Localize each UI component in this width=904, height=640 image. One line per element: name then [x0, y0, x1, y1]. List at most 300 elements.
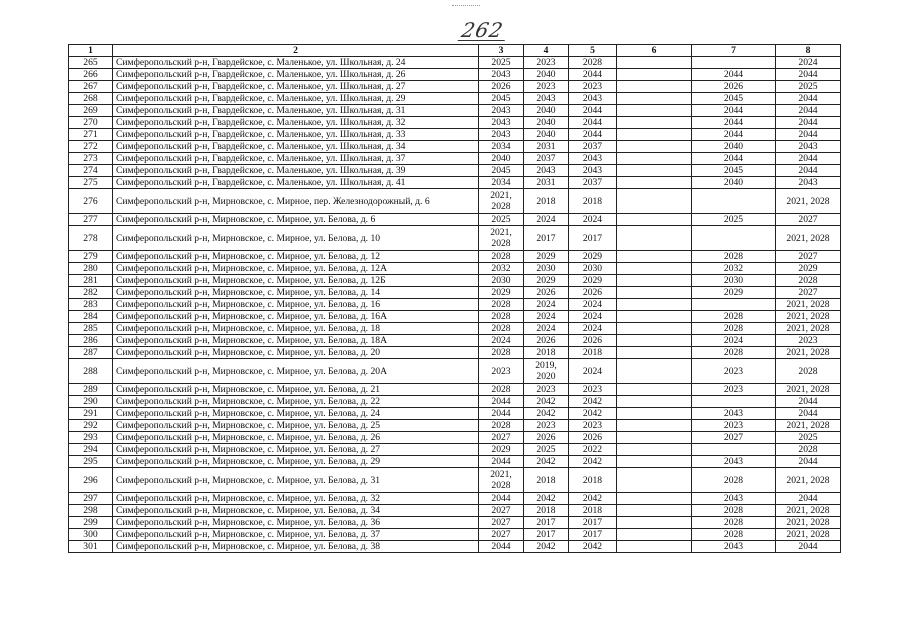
year-cell: 2023 [692, 420, 776, 432]
row-number-cell: 294 [69, 444, 113, 456]
year-cell: 2043 [569, 93, 617, 105]
year-cell: 2043 [776, 141, 841, 153]
year-cell: 2040 [524, 69, 569, 81]
address-cell: Симферопольский р-н, Мирновское, с. Мирное, ул. Белова, д. 29 [113, 456, 479, 468]
year-cell [617, 408, 692, 420]
address-cell: Симферопольский р-н, Мирновское, с. Мирное, ул. Белова, д. 37 [113, 529, 479, 541]
row-number-cell: 265 [69, 57, 113, 69]
year-cell: 2030 [692, 275, 776, 287]
year-cell: 2044 [776, 69, 841, 81]
address-cell: Симферопольский р-н, Мирновское, с. Мирное, ул. Белова, д. 36 [113, 517, 479, 529]
year-cell: 2026 [524, 287, 569, 299]
address-cell: Симферопольский р-н, Мирновское, с. Мирное, ул. Белова, д. 12Б [113, 275, 479, 287]
year-cell: 2025 [479, 214, 524, 226]
address-cell: Симферопольский р-н, Мирновское, с. Мирное, ул. Белова, д. 22 [113, 396, 479, 408]
address-cell: Симферопольский р-н, Мирновское, с. Мирное, ул. Белова, д. 31 [113, 468, 479, 493]
year-cell: 2021, 2028 [776, 505, 841, 517]
year-cell: 2027 [479, 432, 524, 444]
table-row [69, 226, 841, 251]
year-cell: 2021, 2028 [776, 226, 841, 251]
table-row [69, 335, 841, 347]
year-cell: 2024 [776, 57, 841, 69]
year-cell: 2021, 2028 [479, 226, 524, 251]
year-cell: 2025 [479, 57, 524, 69]
year-cell: 2017 [569, 529, 617, 541]
row-number-cell: 274 [69, 165, 113, 177]
row-number-cell: 295 [69, 456, 113, 468]
year-cell [617, 93, 692, 105]
table-row [69, 529, 841, 541]
row-number-cell: 266 [69, 69, 113, 81]
year-cell: 2024 [569, 214, 617, 226]
year-cell: 2027 [479, 517, 524, 529]
year-cell: 2030 [569, 263, 617, 275]
row-number-cell: 288 [69, 359, 113, 384]
year-cell: 2029 [569, 251, 617, 263]
year-cell: 2028 [692, 517, 776, 529]
column-header: 2 [113, 45, 479, 57]
year-cell [617, 359, 692, 384]
year-cell: 2043 [776, 177, 841, 189]
year-cell: 2018 [569, 189, 617, 214]
row-number-cell: 284 [69, 311, 113, 323]
table-row [69, 141, 841, 153]
year-cell: 2032 [479, 263, 524, 275]
year-cell [617, 493, 692, 505]
year-cell: 2044 [776, 408, 841, 420]
year-cell: 2043 [692, 456, 776, 468]
year-cell: 2023 [524, 384, 569, 396]
year-cell: 2017 [569, 517, 617, 529]
year-cell: 2026 [569, 432, 617, 444]
row-number-cell: 281 [69, 275, 113, 287]
year-cell: 2042 [569, 541, 617, 553]
address-cell: Симферопольский р-н, Мирновское, с. Мирное, ул. Белова, д. 20А [113, 359, 479, 384]
year-cell: 2032 [692, 263, 776, 275]
year-cell [617, 189, 692, 214]
year-cell: 2028 [479, 299, 524, 311]
address-cell: Симферопольский р-н, Гвардейское, с. Маленькое, ул. Школьная, д. 41 [113, 177, 479, 189]
table-row [69, 396, 841, 408]
table-row [69, 105, 841, 117]
year-cell: 2042 [524, 396, 569, 408]
year-cell [692, 57, 776, 69]
address-cell: Симферопольский р-н, Мирновское, с. Мирное, ул. Белова, д. 38 [113, 541, 479, 553]
year-cell: 2023 [692, 384, 776, 396]
table-row [69, 323, 841, 335]
column-header: 1 [69, 45, 113, 57]
year-cell: 2021, 2028 [479, 468, 524, 493]
row-number-cell: 275 [69, 177, 113, 189]
row-number-cell: 282 [69, 287, 113, 299]
year-cell: 2044 [776, 396, 841, 408]
year-cell: 2028 [692, 323, 776, 335]
year-cell: 2021, 2028 [479, 189, 524, 214]
year-cell: 2043 [692, 541, 776, 553]
table-row [69, 432, 841, 444]
year-cell: 2024 [524, 323, 569, 335]
year-cell [617, 299, 692, 311]
year-cell: 2040 [692, 141, 776, 153]
year-cell: 2044 [692, 153, 776, 165]
address-cell: Симферопольский р-н, Мирновское, с. Мирное, ул. Белова, д. 26 [113, 432, 479, 444]
year-cell: 2043 [692, 493, 776, 505]
year-cell: 2028 [692, 468, 776, 493]
year-cell [617, 141, 692, 153]
year-cell [617, 347, 692, 359]
address-cell: Симферопольский р-н, Мирновское, с. Мирное, ул. Белова, д. 14 [113, 287, 479, 299]
page-number-text: 262 [459, 18, 506, 42]
year-cell: 2027 [479, 505, 524, 517]
year-cell: 2044 [776, 153, 841, 165]
year-cell: 2023 [524, 81, 569, 93]
year-cell: 2021, 2028 [776, 347, 841, 359]
row-number-cell: 299 [69, 517, 113, 529]
year-cell: 2021, 2028 [776, 517, 841, 529]
row-number-cell: 290 [69, 396, 113, 408]
year-cell: 2037 [569, 177, 617, 189]
year-cell: 2021, 2028 [776, 323, 841, 335]
year-cell: 2042 [524, 493, 569, 505]
year-cell: 2028 [692, 529, 776, 541]
year-cell: 2023 [479, 359, 524, 384]
year-cell: 2021, 2028 [776, 384, 841, 396]
address-cell: Симферопольский р-н, Мирновское, с. Мирное, ул. Белова, д. 20 [113, 347, 479, 359]
year-cell: 2026 [569, 335, 617, 347]
address-cell: Симферопольский р-н, Гвардейское, с. Маленькое, ул. Школьная, д. 37 [113, 153, 479, 165]
table-row [69, 117, 841, 129]
year-cell [617, 214, 692, 226]
table-row [69, 408, 841, 420]
year-cell: 2042 [569, 493, 617, 505]
table-row [69, 384, 841, 396]
table-row [69, 189, 841, 214]
table-row [69, 177, 841, 189]
year-cell: 2042 [569, 456, 617, 468]
row-number-cell: 293 [69, 432, 113, 444]
address-cell: Симферопольский р-н, Мирновское, с. Мирное, ул. Белова, д. 12 [113, 251, 479, 263]
year-cell: 2042 [569, 408, 617, 420]
year-cell: 2026 [569, 287, 617, 299]
column-header: 7 [692, 45, 776, 57]
year-cell: 2037 [524, 153, 569, 165]
year-cell: 2044 [569, 105, 617, 117]
year-cell [617, 57, 692, 69]
table-row [69, 468, 841, 493]
year-cell: 2021, 2028 [776, 468, 841, 493]
address-cell: Симферопольский р-н, Гвардейское, с. Маленькое, ул. Школьная, д. 32 [113, 117, 479, 129]
year-cell: 2025 [524, 444, 569, 456]
year-cell: 2019, 2020 [524, 359, 569, 384]
row-number-cell: 291 [69, 408, 113, 420]
row-number-cell: 267 [69, 81, 113, 93]
year-cell: 2044 [479, 408, 524, 420]
year-cell: 2030 [479, 275, 524, 287]
page-number-underline [458, 40, 505, 41]
year-cell: 2025 [776, 432, 841, 444]
year-cell [617, 529, 692, 541]
row-number-cell: 271 [69, 129, 113, 141]
address-cell: Симферопольский р-н, Мирновское, с. Мирное, ул. Белова, д. 27 [113, 444, 479, 456]
year-cell: 2028 [692, 347, 776, 359]
row-number-cell: 289 [69, 384, 113, 396]
year-cell [617, 444, 692, 456]
table-row [69, 275, 841, 287]
year-cell [617, 105, 692, 117]
table-row [69, 81, 841, 93]
year-cell: 2026 [524, 335, 569, 347]
top-margin-mark [452, 5, 480, 9]
row-number-cell: 287 [69, 347, 113, 359]
year-cell: 2037 [569, 141, 617, 153]
row-number-cell: 300 [69, 529, 113, 541]
year-cell [617, 311, 692, 323]
year-cell: 2029 [524, 251, 569, 263]
address-cell: Симферопольский р-н, Гвардейское, с. Маленькое, ул. Школьная, д. 29 [113, 93, 479, 105]
address-cell: Симферопольский р-н, Мирновское, с. Мирное, ул. Белова, д. 32 [113, 493, 479, 505]
year-cell: 2027 [776, 214, 841, 226]
year-cell: 2026 [524, 432, 569, 444]
year-cell: 2021, 2028 [776, 189, 841, 214]
year-cell: 2044 [479, 396, 524, 408]
address-cell: Симферопольский р-н, Гвардейское, с. Маленькое, ул. Школьная, д. 31 [113, 105, 479, 117]
year-cell [617, 81, 692, 93]
address-cell: Симферопольский р-н, Мирновское, с. Мирное, пер. Железнодорожный, д. 6 [113, 189, 479, 214]
year-cell: 2029 [776, 263, 841, 275]
year-cell [617, 117, 692, 129]
year-cell: 2029 [479, 287, 524, 299]
year-cell: 2042 [524, 541, 569, 553]
year-cell: 2044 [479, 456, 524, 468]
address-cell: Симферопольский р-н, Мирновское, с. Мирное, ул. Белова, д. 24 [113, 408, 479, 420]
address-cell: Симферопольский р-н, Гвардейское, с. Маленькое, ул. Школьная, д. 26 [113, 69, 479, 81]
table-row [69, 153, 841, 165]
year-cell [617, 226, 692, 251]
row-number-cell: 277 [69, 214, 113, 226]
year-cell [617, 251, 692, 263]
year-cell: 2028 [692, 505, 776, 517]
row-number-cell: 285 [69, 323, 113, 335]
table-row [69, 541, 841, 553]
year-cell: 2043 [479, 117, 524, 129]
year-cell: 2021, 2028 [776, 529, 841, 541]
year-cell [617, 129, 692, 141]
year-cell: 2024 [524, 214, 569, 226]
year-cell [692, 189, 776, 214]
year-cell: 2024 [479, 335, 524, 347]
year-cell [617, 517, 692, 529]
row-number-cell: 276 [69, 189, 113, 214]
year-cell [617, 335, 692, 347]
table-row [69, 165, 841, 177]
year-cell: 2042 [524, 456, 569, 468]
year-cell: 2044 [692, 69, 776, 81]
year-cell: 2024 [569, 359, 617, 384]
year-cell [617, 420, 692, 432]
year-cell: 2027 [479, 529, 524, 541]
year-cell: 2044 [692, 129, 776, 141]
year-cell: 2028 [776, 275, 841, 287]
year-cell: 2017 [524, 517, 569, 529]
table-body [69, 57, 841, 553]
year-cell: 2043 [479, 69, 524, 81]
table-row [69, 493, 841, 505]
year-cell: 2023 [692, 359, 776, 384]
row-number-cell: 292 [69, 420, 113, 432]
year-cell: 2028 [479, 251, 524, 263]
year-cell: 2044 [692, 117, 776, 129]
year-cell: 2028 [479, 384, 524, 396]
year-cell: 2044 [776, 129, 841, 141]
column-header: 4 [524, 45, 569, 57]
year-cell: 2044 [776, 93, 841, 105]
year-cell: 2029 [479, 444, 524, 456]
year-cell: 2043 [479, 129, 524, 141]
year-cell: 2045 [479, 165, 524, 177]
year-cell: 2028 [479, 311, 524, 323]
year-cell: 2044 [479, 493, 524, 505]
year-cell: 2024 [569, 311, 617, 323]
address-cell: Симферопольский р-н, Гвардейское, с. Маленькое, ул. Школьная, д. 33 [113, 129, 479, 141]
year-cell: 2043 [569, 165, 617, 177]
year-cell [617, 384, 692, 396]
year-cell [617, 468, 692, 493]
year-cell: 2040 [524, 105, 569, 117]
year-cell: 2028 [479, 347, 524, 359]
year-cell: 2045 [692, 165, 776, 177]
row-number-cell: 280 [69, 263, 113, 275]
year-cell: 2022 [569, 444, 617, 456]
year-cell: 2027 [776, 251, 841, 263]
address-cell: Симферопольский р-н, Гвардейское, с. Маленькое, ул. Школьная, д. 27 [113, 81, 479, 93]
address-cell: Симферопольский р-н, Мирновское, с. Мирное, ул. Белова, д. 18 [113, 323, 479, 335]
year-cell: 2042 [569, 396, 617, 408]
table-row [69, 456, 841, 468]
address-cell: Симферопольский р-н, Мирновское, с. Мирное, ул. Белова, д. 6 [113, 214, 479, 226]
year-cell: 2024 [692, 335, 776, 347]
row-number-cell: 297 [69, 493, 113, 505]
year-cell: 2021, 2028 [776, 311, 841, 323]
year-cell: 2028 [776, 359, 841, 384]
table-row [69, 251, 841, 263]
year-cell: 2044 [776, 165, 841, 177]
year-cell [617, 396, 692, 408]
year-cell [617, 287, 692, 299]
year-cell: 2027 [692, 432, 776, 444]
year-cell: 2024 [524, 311, 569, 323]
year-cell [692, 444, 776, 456]
year-cell [617, 165, 692, 177]
year-cell: 2044 [776, 117, 841, 129]
year-cell: 2043 [692, 408, 776, 420]
address-cell: Симферопольский р-н, Мирновское, с. Мирное, ул. Белова, д. 16 [113, 299, 479, 311]
year-cell: 2018 [569, 468, 617, 493]
year-cell: 2024 [569, 323, 617, 335]
table-row [69, 287, 841, 299]
year-cell: 2023 [569, 420, 617, 432]
row-number-cell: 269 [69, 105, 113, 117]
year-cell [617, 177, 692, 189]
year-cell: 2029 [692, 287, 776, 299]
year-cell: 2029 [524, 275, 569, 287]
table-row [69, 444, 841, 456]
year-cell: 2028 [569, 57, 617, 69]
year-cell: 2043 [479, 105, 524, 117]
year-cell: 2028 [692, 311, 776, 323]
year-cell: 2017 [524, 226, 569, 251]
year-cell: 2025 [692, 214, 776, 226]
year-cell [617, 323, 692, 335]
address-cell: Симферопольский р-н, Мирновское, с. Мирное, ул. Белова, д. 12А [113, 263, 479, 275]
column-header: 6 [617, 45, 692, 57]
year-cell: 2026 [692, 81, 776, 93]
year-cell: 2018 [524, 468, 569, 493]
address-cell: Симферопольский р-н, Мирновское, с. Мирное, ул. Белова, д. 10 [113, 226, 479, 251]
address-cell: Симферопольский р-н, Гвардейское, с. Маленькое, ул. Школьная, д. 34 [113, 141, 479, 153]
year-cell: 2026 [479, 81, 524, 93]
year-cell: 2030 [524, 263, 569, 275]
year-cell: 2044 [776, 541, 841, 553]
address-cell: Симферопольский р-н, Мирновское, с. Мирное, ул. Белова, д. 18А [113, 335, 479, 347]
year-cell: 2044 [776, 456, 841, 468]
year-cell: 2044 [479, 541, 524, 553]
table-row [69, 263, 841, 275]
row-number-cell: 270 [69, 117, 113, 129]
year-cell: 2045 [479, 93, 524, 105]
year-cell: 2021, 2028 [776, 299, 841, 311]
table-row [69, 359, 841, 384]
table-row [69, 347, 841, 359]
column-header: 5 [569, 45, 617, 57]
year-cell: 2042 [524, 408, 569, 420]
page-number [459, 18, 505, 42]
year-cell [692, 299, 776, 311]
year-cell [692, 396, 776, 408]
table-row [69, 57, 841, 69]
year-cell: 2043 [569, 153, 617, 165]
year-cell: 2043 [524, 165, 569, 177]
row-number-cell: 272 [69, 141, 113, 153]
year-cell [617, 263, 692, 275]
table-row [69, 214, 841, 226]
year-cell: 2031 [524, 177, 569, 189]
year-cell: 2025 [776, 81, 841, 93]
year-cell: 2023 [524, 57, 569, 69]
row-number-cell: 268 [69, 93, 113, 105]
table-row [69, 129, 841, 141]
year-cell: 2040 [692, 177, 776, 189]
address-cell: Симферопольский р-н, Мирновское, с. Мирное, ул. Белова, д. 34 [113, 505, 479, 517]
address-cell: Симферопольский р-н, Мирновское, с. Мирное, ул. Белова, д. 25 [113, 420, 479, 432]
year-cell: 2023 [524, 420, 569, 432]
data-table [68, 44, 841, 553]
year-cell: 2028 [479, 323, 524, 335]
year-cell: 2017 [569, 226, 617, 251]
header-row [69, 45, 841, 57]
year-cell: 2027 [776, 287, 841, 299]
year-cell: 2018 [524, 189, 569, 214]
year-cell: 2044 [776, 105, 841, 117]
year-cell: 2034 [479, 141, 524, 153]
year-cell: 2024 [569, 299, 617, 311]
table-row [69, 299, 841, 311]
year-cell [617, 541, 692, 553]
table-row [69, 420, 841, 432]
row-number-cell: 279 [69, 251, 113, 263]
table-row [69, 93, 841, 105]
address-cell: Симферопольский р-н, Гвардейское, с. Маленькое, ул. Школьная, д. 24 [113, 57, 479, 69]
year-cell [617, 432, 692, 444]
